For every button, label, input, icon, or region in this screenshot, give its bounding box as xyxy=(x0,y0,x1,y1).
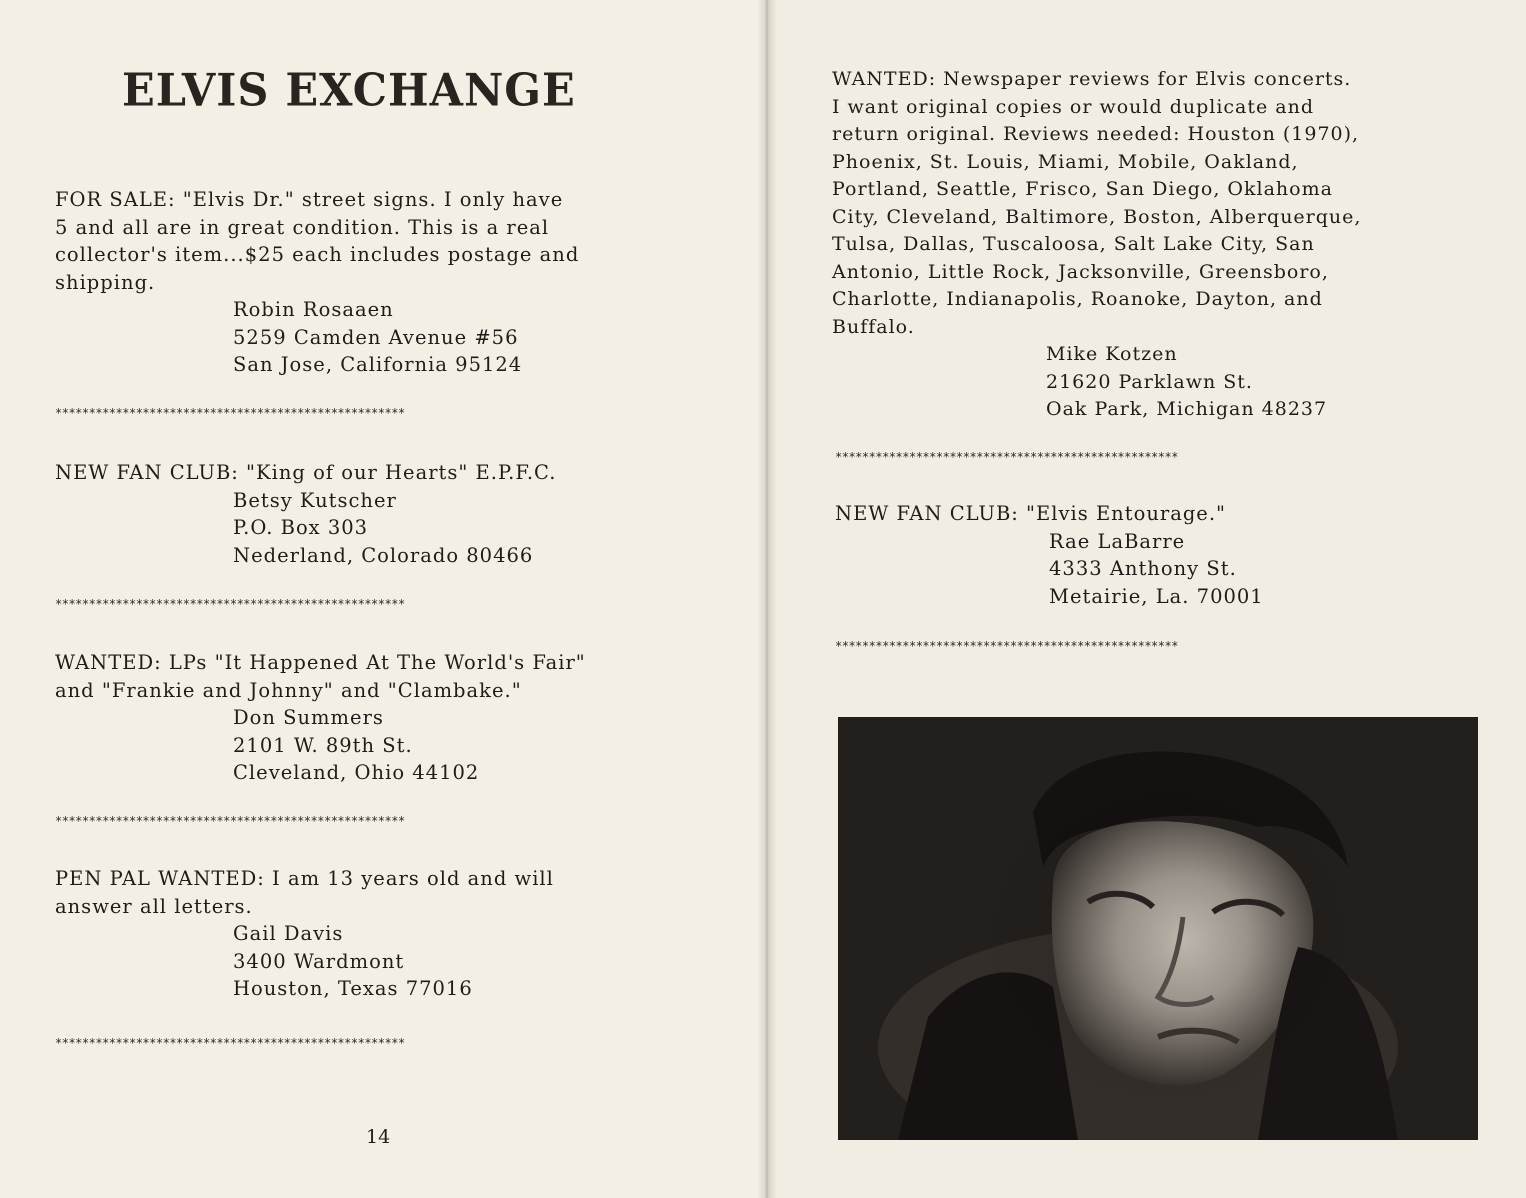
entry-line: and "Frankie and Johnny" and "Clambake." xyxy=(55,678,522,702)
page-title: ELVIS EXCHANGE xyxy=(122,64,576,118)
entry-line: City, Cleveland, Baltimore, Boston, Alberquerque, xyxy=(832,205,1362,228)
entry-line: Buffalo. xyxy=(832,315,915,338)
page-gutter xyxy=(757,0,777,1198)
entry-address xyxy=(1049,528,1264,611)
address-name: Betsy Kutscher xyxy=(233,488,397,512)
address-street: 5259 Camden Avenue #56 xyxy=(233,325,519,349)
entry-line: I want original copies or would duplicate and xyxy=(832,95,1315,118)
entry-line: Charlotte, Indianapolis, Roanoke, Dayton, and xyxy=(832,288,1323,310)
entry-line: Antonio, Little Rock, Jacksonville, Greensboro, xyxy=(832,260,1329,283)
entry-line: PEN PAL WANTED: I am 13 years old and will xyxy=(55,867,554,890)
separator: **************************************************** xyxy=(55,406,405,420)
entry-line: NEW FAN CLUB: "King of our Hearts" E.P.F.C. xyxy=(55,461,557,484)
entry-line: Tulsa, Dallas, Tuscaloosa, Salt Lake City, San xyxy=(832,233,1315,255)
entry-line: NEW FAN CLUB: "Elvis Entourage." xyxy=(835,502,1227,525)
classified-entry-pen-pal xyxy=(55,865,554,1003)
entry-text xyxy=(55,459,556,487)
classified-entry-wanted-reviews xyxy=(832,66,1361,424)
address-street: 3400 Wardmont xyxy=(233,949,405,973)
portrait-photo xyxy=(838,717,1478,1140)
page-number: 14 xyxy=(366,1126,391,1148)
separator: *************************************************** xyxy=(835,639,1178,653)
entry-text xyxy=(55,649,586,704)
entry-text xyxy=(55,186,579,296)
entry-line: Portland, Seattle, Frisco, San Diego, Oklahoma xyxy=(832,178,1333,200)
address-name: Mike Kotzen xyxy=(1046,343,1178,365)
address-city: Nederland, Colorado 80466 xyxy=(233,543,534,567)
entry-address xyxy=(1046,341,1361,424)
separator: *************************************************** xyxy=(835,450,1178,464)
entry-address xyxy=(233,296,579,379)
separator: **************************************************** xyxy=(55,814,405,828)
separator: **************************************************** xyxy=(55,597,405,611)
entry-address xyxy=(233,920,554,1003)
entry-line: return original. Reviews needed: Houston (1970), xyxy=(832,123,1360,145)
entry-line: 5 and all are in great condition. This is a real xyxy=(55,215,550,239)
entry-text xyxy=(55,865,554,920)
entry-line: answer all letters. xyxy=(55,894,253,918)
separator: **************************************************** xyxy=(55,1036,405,1050)
address-city: Houston, Texas 77016 xyxy=(233,977,473,1000)
entry-line: WANTED: LPs "It Happened At The World's Fair" xyxy=(55,651,586,674)
portrait-photo-graphic xyxy=(838,717,1478,1140)
entry-line: collector's item...$25 each includes postage and xyxy=(55,243,580,266)
classified-entry-wanted-lps xyxy=(55,649,586,787)
address-street: P.O. Box 303 xyxy=(233,516,369,539)
address-street: 4333 Anthony St. xyxy=(1049,557,1237,580)
address-name: Rae LaBarre xyxy=(1049,529,1186,553)
entry-text xyxy=(835,500,1264,528)
entry-line: WANTED: Newspaper reviews for Elvis concerts. xyxy=(832,68,1352,90)
address-street: 21620 Parklawn St. xyxy=(1046,370,1253,393)
entry-address xyxy=(233,487,556,570)
address-street: 2101 W. 89th St. xyxy=(233,733,413,757)
classified-entry-for-sale xyxy=(55,186,579,379)
address-name: Gail Davis xyxy=(233,922,344,945)
address-name: Robin Rosaaen xyxy=(233,298,394,321)
address-city: Cleveland, Ohio 44102 xyxy=(233,761,480,784)
entry-text xyxy=(832,66,1361,341)
address-city: Metairie, La. 70001 xyxy=(1049,584,1264,608)
classified-entry-fan-club-entourage xyxy=(835,500,1264,610)
entry-line: shipping. xyxy=(55,270,156,294)
address-city: San Jose, California 95124 xyxy=(233,353,523,376)
address-city: Oak Park, Michigan 48237 xyxy=(1046,398,1328,420)
classified-entry-fan-club xyxy=(55,459,556,569)
entry-line: FOR SALE: "Elvis Dr." street signs. I only have xyxy=(55,188,564,211)
entry-address xyxy=(233,704,586,787)
address-name: Don Summers xyxy=(233,706,384,729)
entry-line: Phoenix, St. Louis, Miami, Mobile, Oakland, xyxy=(832,150,1299,173)
